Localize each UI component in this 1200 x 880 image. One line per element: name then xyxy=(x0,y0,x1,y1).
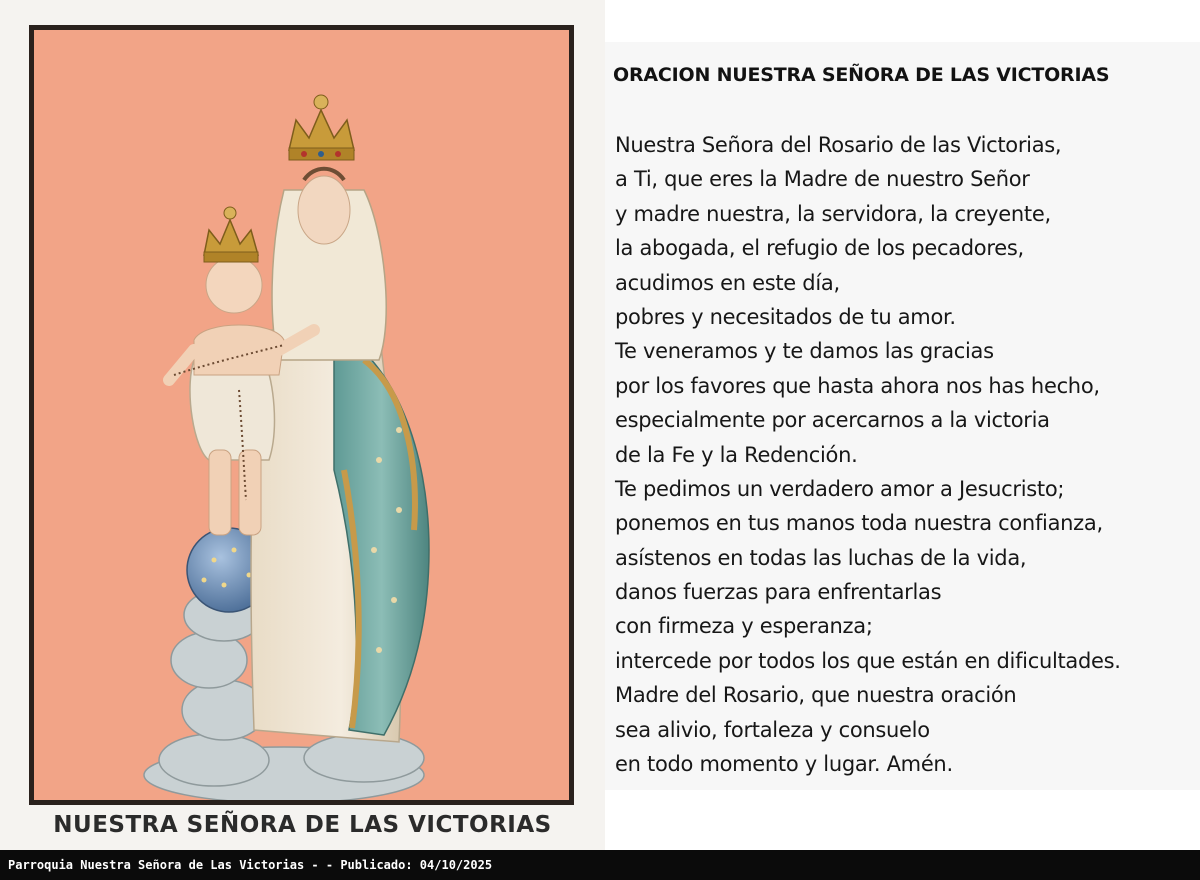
child-crown xyxy=(204,207,258,262)
prayer-text xyxy=(615,128,1200,781)
prayer-line: pobres y necesitados de tu amor. xyxy=(615,304,956,329)
image-card xyxy=(0,0,605,850)
prayer-line: en todo momento y lugar. Amén. xyxy=(615,752,953,777)
prayer-line: de la Fe y la Redención. xyxy=(615,442,858,467)
prayer-title: ORACION NUESTRA SEÑORA DE LAS VICTORIAS xyxy=(613,64,1110,86)
prayer-line: Te veneramos y te damos las gracias xyxy=(615,339,994,364)
prayer-line: ponemos en tus manos toda nuestra confianza, xyxy=(615,511,1103,536)
prayer-line: danos fuerzas para enfrentarlas xyxy=(615,580,942,605)
prayer-line: Madre del Rosario, que nuestra oración xyxy=(615,683,1017,708)
prayer-line: la abogada, el refugio de los pecadores, xyxy=(615,236,1024,261)
prayer-card xyxy=(605,42,1200,790)
footer-bar: Parroquia Nuestra Señora de Las Victorias - - Publicado: 04/10/2025 xyxy=(0,850,1200,880)
prayer-line: acudimos en este día, xyxy=(615,270,840,295)
prayer-line: intercede por todos los que están en dificultades. xyxy=(615,648,1121,673)
statue-illustration xyxy=(34,30,569,800)
prayer-line: por los favores que hasta ahora nos has hecho, xyxy=(615,373,1100,398)
statue-photo xyxy=(29,25,574,805)
image-caption: NUESTRA SEÑORA DE LAS VICTORIAS xyxy=(53,812,552,838)
child-face xyxy=(206,257,262,313)
virgin-crown xyxy=(289,95,354,160)
prayer-line: asístenos en todas las luchas de la vida, xyxy=(615,545,1027,570)
prayer-line: Te pedimos un verdadero amor a Jesucristo; xyxy=(615,476,1065,501)
prayer-line: Nuestra Señora del Rosario de las Victorias, xyxy=(615,133,1062,157)
prayer-line: especialmente por acercarnos a la victoria xyxy=(615,408,1050,433)
prayer-line: con firmeza y esperanza; xyxy=(615,614,873,639)
prayer-line: a Ti, que eres la Madre de nuestro Señor xyxy=(615,167,1030,192)
prayer-line: sea alivio, fortaleza y consuelo xyxy=(615,717,930,742)
prayer-line: y madre nuestra, la servidora, la creyente, xyxy=(615,201,1051,226)
virgin-face xyxy=(298,176,350,244)
